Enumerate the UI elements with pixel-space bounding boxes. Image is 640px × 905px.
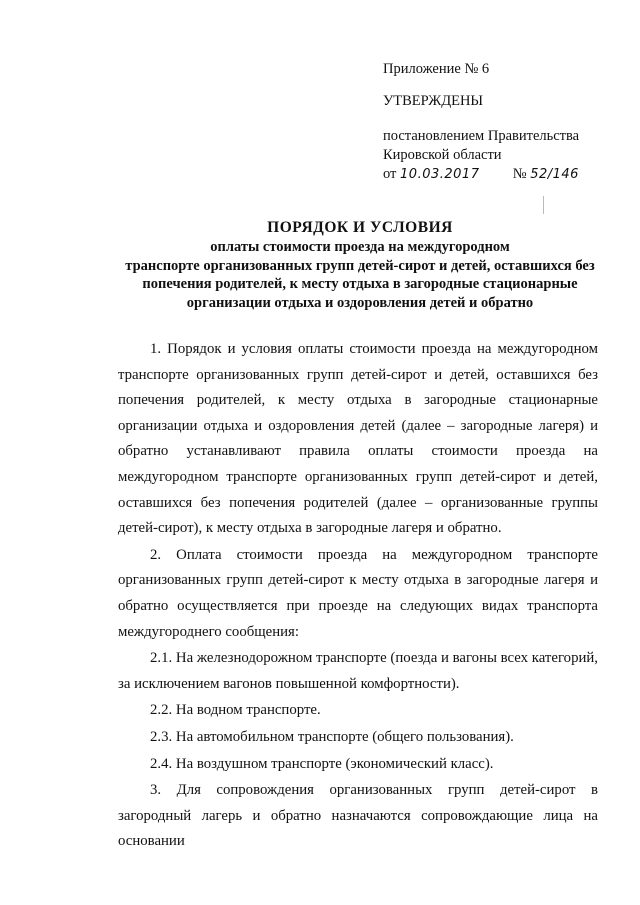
item-2-3: 2.3. На автомобильном транспорте (общего пользования). [150, 728, 514, 745]
approved-label: УТВЕРЖДЕНЫ [383, 93, 484, 109]
title-sub-line: оплаты стоимости проезда на междугородном [210, 239, 510, 255]
number-prefix: № [512, 166, 527, 182]
paragraph-3: 3. Для сопровождения организованных групп детей-сирот в загородный лагерь и обратно назначаются сопровождающие лица на основании [118, 782, 598, 850]
date-number-line [383, 165, 623, 184]
title-sub-line: транспорте организованных групп детей-сирот и детей, оставшихся без [125, 257, 595, 274]
handwritten-number: 52/146 [530, 167, 579, 182]
item-2-1: 2.1. На железнодорожном транспорте (поезда и вагоны всех категорий, за исключением вагонов повышенной комфортности). [118, 650, 598, 692]
handwritten-date: 10.03.2017 [400, 167, 480, 182]
decree-line-1: постановлением Правительства [383, 128, 580, 144]
paragraph-2: 2. Оплата стоимости проезда на междугородном транспорте организованных групп детей-сирот к месту отдыха в загородные лагеря и обратно осуществляется при проезде на следующих видах транспорта междугороднего сообщения: [118, 546, 598, 640]
title-main: ПОРЯДОК И УСЛОВИЯ [267, 219, 453, 236]
date-prefix: от [383, 166, 397, 182]
item-2-4: 2.4. На воздушном транспорте (экономический класс). [150, 755, 494, 772]
approval-block [383, 60, 623, 184]
margin-mark [543, 196, 544, 214]
paragraph-1: 1. Порядок и условия оплаты стоимости проезда на междугородном транспорте организованных групп детей-сирот и детей, оставшихся без попечения родителей, к месту отдыха в загородные стационарные организации отдыха и оздоровления детей (далее – загородные лагеря) и обратно устанавливают правила оплаты стоимости проезда на междугородном транспорте организованных групп детей-сирот и детей, оставшихся без попечения родителей (далее – организованные группы детей-сирот), к месту отдыха в загородные лагеря и обратно. [118, 341, 598, 537]
title-sub-line: организации отдыха и оздоровления детей и обратно [186, 294, 534, 311]
document-title [100, 218, 620, 312]
decree-line-2: Кировской области [383, 147, 502, 163]
appendix-label: Приложение № 6 [383, 61, 490, 77]
document-body [118, 337, 598, 855]
item-2-2: 2.2. На водном транспорте. [150, 702, 321, 719]
title-sub-line: попечения родителей, к месту отдыха в загородные стационарные [142, 276, 578, 292]
